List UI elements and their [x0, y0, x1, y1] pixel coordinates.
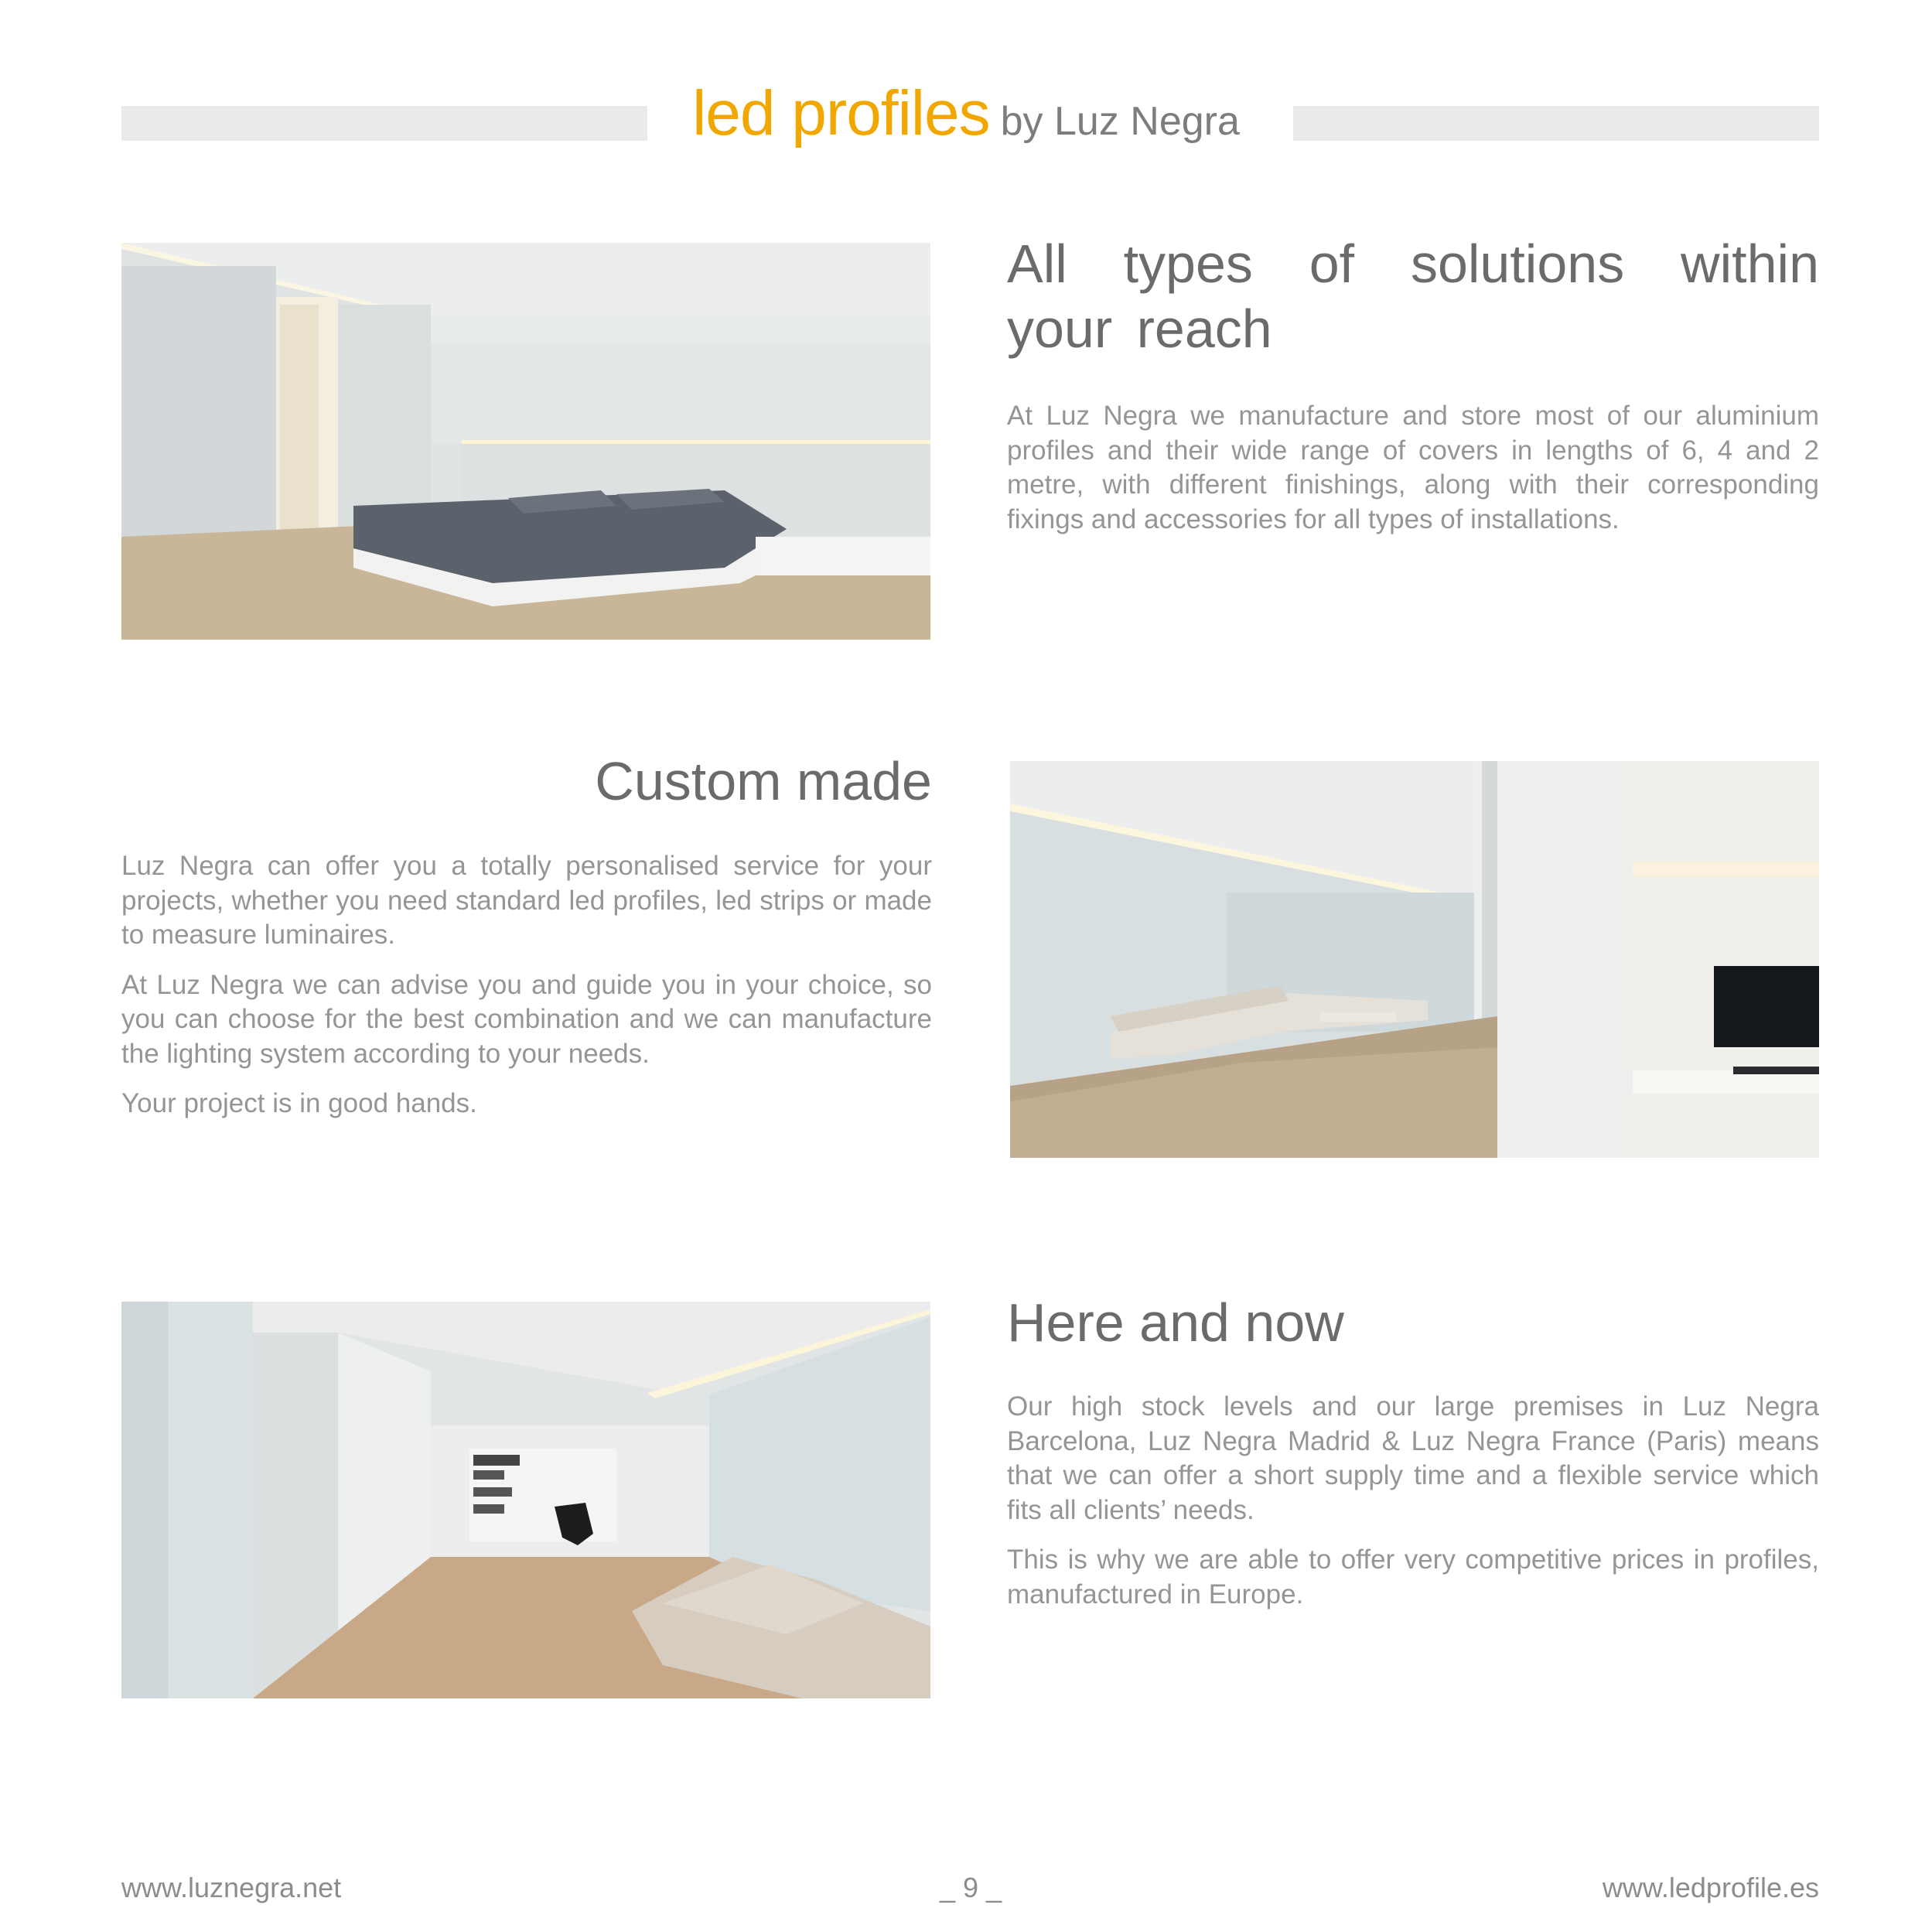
- paragraph: Luz Negra can offer you a totally personalised service for your projects, whether you need standard led profiles, led strips or made to measure luminaires.: [121, 851, 932, 950]
- section-body-custom-made: [121, 849, 932, 1137]
- page-number: _ 9 _: [939, 1872, 1002, 1903]
- section-body-here-and-now: [1007, 1390, 1819, 1627]
- section-body-solutions: [1007, 399, 1819, 552]
- header-bar-left: [121, 106, 647, 141]
- section-title-solutions: All types of solutions within your reach: [1007, 234, 1819, 359]
- paragraph: At Luz Negra we manufacture and store most of our aluminium profiles and their wide range of covers in lengths of 6, 4 and 2 metre, with different finishings, along with their corresponding fixings and accessories for all types of installations.: [1007, 401, 1819, 534]
- living-room-photo: [1010, 761, 1819, 1158]
- page-header: [647, 77, 1285, 150]
- footer-link-ledprofile[interactable]: www.ledprofile.es: [1602, 1872, 1819, 1903]
- paragraph: Your project is in good hands.: [121, 1088, 477, 1118]
- brand-title: led profiles: [692, 78, 990, 148]
- footer-link-luznegra[interactable]: www.luznegra.net: [121, 1872, 342, 1903]
- open-space-photo: [121, 1302, 930, 1698]
- paragraph: At Luz Negra we can advise you and guide you in your choice, so you can choose for the best combination and we can manufacture the lighting system according to your needs.: [121, 969, 932, 1069]
- brand-byline: by Luz Negra: [1000, 99, 1240, 144]
- header-bar-right: [1293, 106, 1819, 141]
- paragraph: This is why we are able to offer very competitive prices in profiles, manufactured in Europe.: [1007, 1545, 1819, 1609]
- paragraph: Our high stock levels and our large premises in Luz Negra Barcelona, Luz Negra Madrid & Luz Negra France (Paris) means that we can offer a short supply time and a flexible service which fits all clients’ needs.: [1007, 1391, 1819, 1525]
- section-title-here-and-now: Here and now: [1007, 1292, 1344, 1353]
- bedroom-photo: [121, 243, 930, 640]
- section-title-custom-made: Custom made: [595, 751, 932, 811]
